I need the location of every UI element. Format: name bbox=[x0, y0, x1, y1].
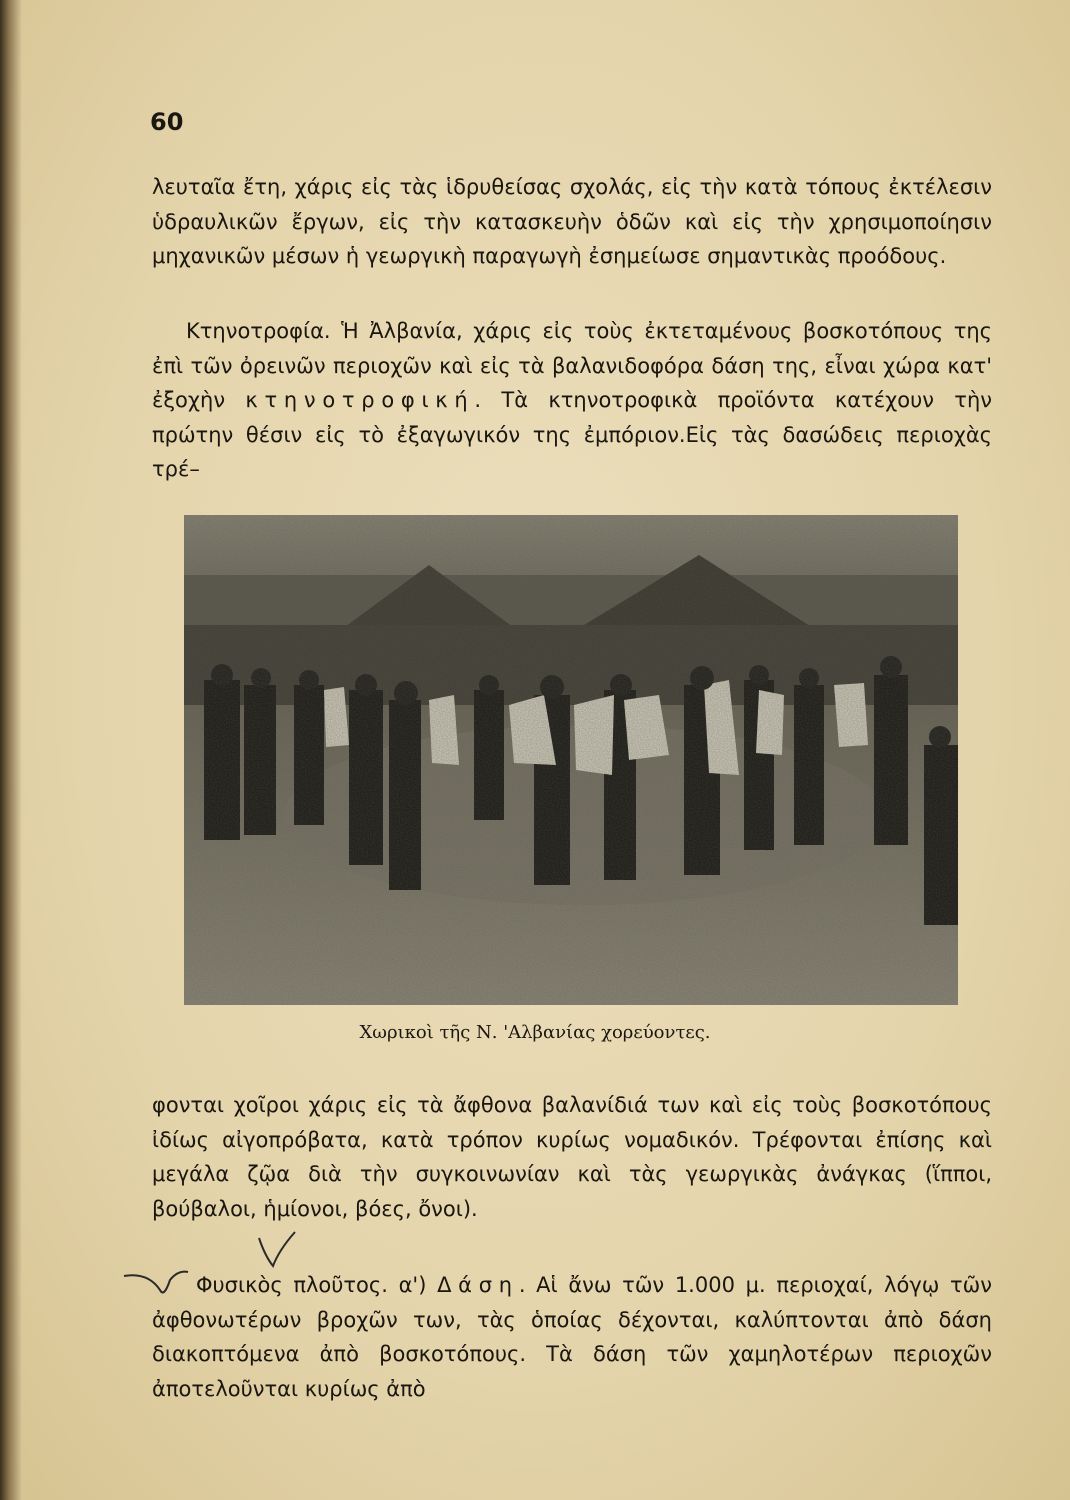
subsection-heading-forests: Δάση bbox=[437, 1273, 519, 1297]
pencil-checkmark-icon bbox=[255, 1222, 305, 1272]
figure-caption: Χωρικοὶ τῆς Ν. 'Αλβανίας χορεύοντες. bbox=[359, 1022, 711, 1043]
livestock-text-a: Ἡ Ἀλβανία, χάρις εἰς τοὺς ἐκτεταμένους βοσκοτόπους της ἐπὶ τῶν ὀρεινῶν περιοχῶν καὶ εἰς τὰ βαλανιδοφόρα δάση της, εἶναι χώρα κατ' ἐξοχὴν bbox=[152, 319, 992, 412]
paragraph-agriculture-end: λευταῖα ἔτη, χάρις εἰς τὰς ἱδρυθείσας σχολάς, εἰς τὴν κατὰ τόπους ἐκτέλεσιν ὑδραυλικῶν ἔργων, εἰς τὴν κατασκευὴν ὁδῶν καὶ εἰς τὴν χρησιμοποίησιν μηχανικῶν μέσων ἡ γεωργικὴ παραγωγὴ ἐσημείωσε σημαντικὰς προόδους. bbox=[152, 175, 992, 268]
paragraph-livestock-continued: φονται χοῖροι χάρις εἰς τὰ ἄφθονα βαλανίδιά των καὶ εἰς τοὺς βοσκοτόπους ἰδίως αἰγοπρόβατα, κατὰ τρόπον κυρίως νομαδικόν. Τρέφονται ἐπίσης καὶ μεγάλα ζῷα διὰ τὴν συγκοινωνίαν καὶ τὰς γεωργικὰς ἀνάγκας (ἵπποι, βούβαλοι, ἡμίονοι, βόες, ὄνοι). bbox=[152, 1093, 992, 1221]
paragraph-natural-wealth bbox=[152, 1268, 992, 1406]
binding-shadow bbox=[0, 0, 22, 1500]
page-number: 60 bbox=[150, 108, 184, 136]
photo-villagers-dancing bbox=[184, 515, 958, 1005]
section-heading-natural-wealth: Φυσικὸς πλοῦτος. bbox=[196, 1273, 388, 1297]
livestock-emphasis: κτηνοτροφική bbox=[245, 388, 475, 412]
pencil-margin-mark-icon bbox=[120, 1266, 195, 1311]
photo-illustration bbox=[184, 515, 958, 1005]
subsection-marker: α') bbox=[387, 1273, 438, 1297]
livestock-text-b: . Τὰ κτηνοτροφικὰ προϊόντα κατέχουν τὴν πρώτην θέσιν εἰς τὸ ἐξαγωγικόν της ἐμπόριον.Εἰς τὰς δασώδεις περιοχὰς τρέ– bbox=[152, 388, 992, 481]
section-heading-livestock: Κτηνοτροφία. bbox=[186, 319, 331, 343]
natural-wealth-text: . Αἱ ἄνω τῶν 1.000 μ. περιοχαί, λόγῳ τῶν ἀφθονωτέρων βροχῶν των, τὰς ὁποίας δέχονται, καλύπτονται ἀπὸ δάση διακοπτόμενα ἀπὸ βοσκοτόπους. Τὰ δάση τῶν χαμηλοτέρων περιοχῶν ἀποτελοῦνται κυρίως ἀπὸ bbox=[152, 1273, 992, 1401]
paragraph-livestock bbox=[152, 314, 992, 487]
